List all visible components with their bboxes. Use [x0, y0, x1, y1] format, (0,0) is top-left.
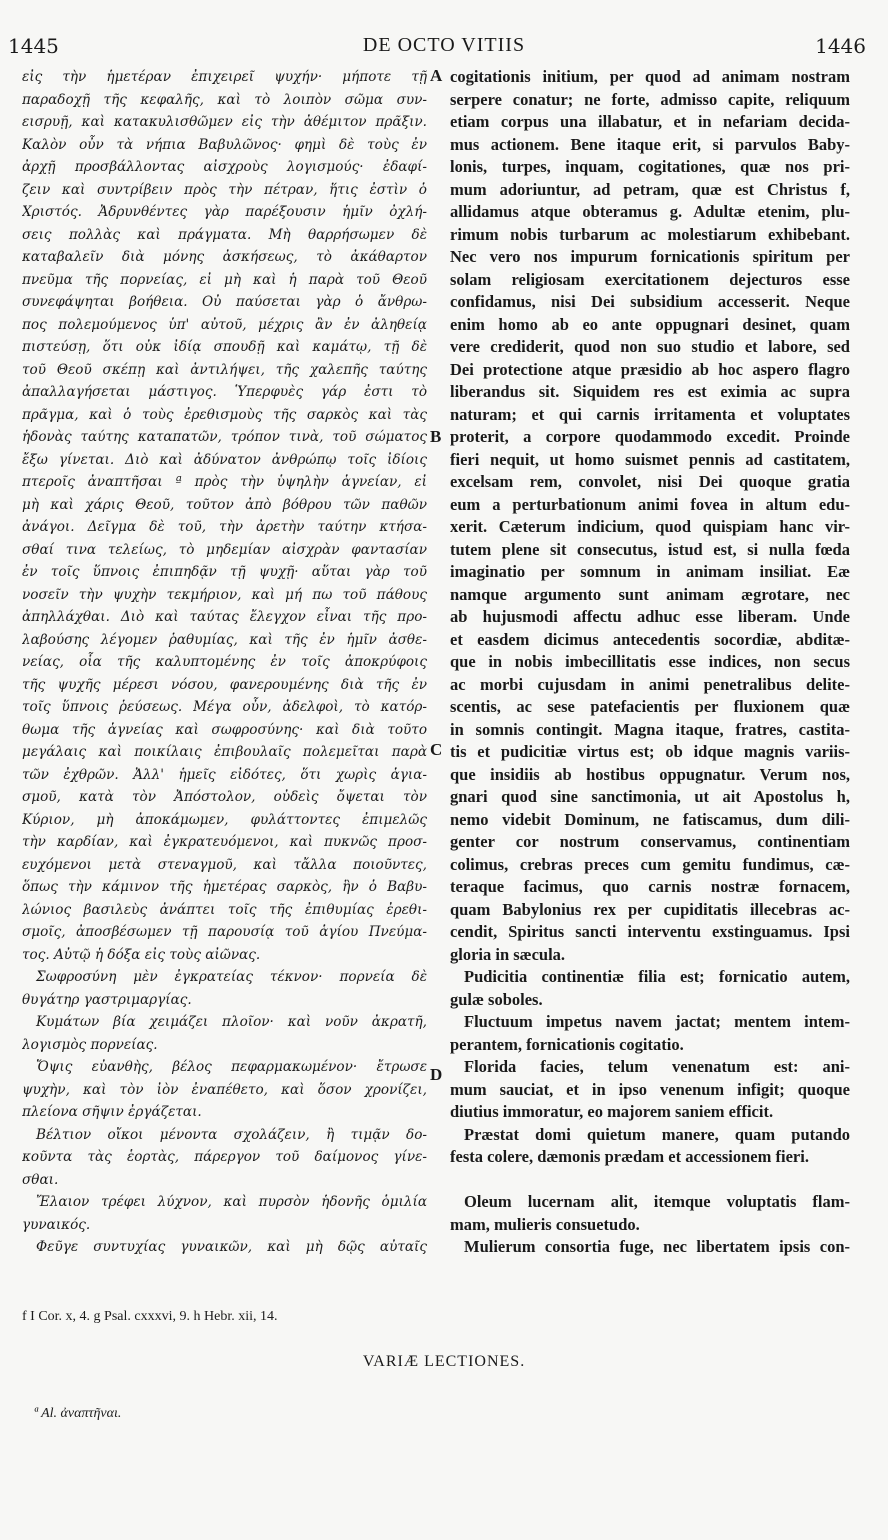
- latin-text-line: perantem, fornicationis cogitatio.: [450, 1034, 684, 1054]
- greek-text-line: εἰς τὴν ἡμετέραν ἐπιχειρεῖ ψυχήν· μήποτε τῇ: [22, 69, 427, 85]
- latin-text-line: confidamus, nisi Dei subsidium accesserit. Neque: [450, 292, 850, 311]
- latin-text-line: etiam corpus una illabatur, et in nefariam decida-: [450, 112, 850, 131]
- latin-text-line: imaginatio per somnum in animam insiliat. Eæ: [450, 562, 850, 581]
- greek-text-line: ευχόμενοι μετὰ στεναγμοῦ, καὶ τἄλλα ποιοῦντες,: [22, 856, 427, 873]
- latin-text-line: in somnis contingit. Magna itaque, fratres, castita-: [450, 719, 850, 739]
- latin-text-line: Præstat domi quietum manere, quam putando: [464, 1124, 850, 1144]
- latin-text-line: xerit. Cæterum indicium, quod quispiam hanc vir-: [450, 517, 850, 536]
- greek-text-line: τῆς ψυχῆς μέρεσι νόσου, φανερουμένης διὰ τῆς ἐν: [22, 676, 427, 693]
- latin-text-line: naturam; et qui carnis irritamenta et voluptates: [450, 404, 850, 424]
- greek-text-line: πιστεύσῃ, ὅτι οὐκ ἰδίᾳ σπουδῇ καὶ καμάτῳ, τῇ δὲ: [22, 339, 427, 355]
- latin-text-line: Nec vero nos impurum fornicationis spiritum per: [450, 247, 850, 266]
- latin-text-line: et easdem dicimus antecedentis socordiæ, abditæ-: [450, 629, 850, 649]
- greek-text-line: τος. Αὐτῷ ἡ δόξα εἰς τοὺς αἰῶνας.: [22, 946, 261, 963]
- latin-text-line: gloria in sæcula.: [450, 944, 566, 964]
- greek-text-line: τὴν καρδίαν, καὶ ἐγκρατευόμενοι, καὶ πυκνῶς προσ-: [22, 834, 427, 850]
- greek-text-line: Βέλτιον οἴκοι μένοντα σχολάζειν, ἢ τιμᾷν δο-: [36, 1126, 427, 1143]
- greek-text-line: σμοῦ, κατὰ τὸν Ἀπόστολον, οὐδεὶς ὄψεται τὸν: [22, 789, 427, 805]
- greek-text-line: λώνιος βασιλεὺς ἀνάπτει τοῖς τῆς ἐπιθυμίας ἐρεθι-: [22, 901, 427, 918]
- latin-text-line: serpere conatur; ne forte, admisso capite, reliquum: [450, 89, 850, 109]
- latin-text-line: [450, 1169, 850, 1192]
- greek-text-line: Κύριον, μὴ ἀποκάμωμεν, φυλάττοντες ἐπιμελῶς: [22, 811, 427, 828]
- latin-text-line: Dei protectione atque præsidio ab hoc aspero flagro: [450, 359, 850, 379]
- latin-text-line: rimum nobis turbarum ac molestiarum exhibebant.: [450, 224, 850, 244]
- latin-text-line: Mulierum consortia fuge, nec libertatem ipsis con-: [464, 1237, 850, 1256]
- greek-text-line: λαβούσης λέγομεν ῥαθυμίας, καὶ τῆς ἐν ἡμῖν ἀσθε-: [22, 631, 427, 648]
- greek-text-line: σεις πολλὰς καὶ πράγματα. Μὴ θαρρήσωμεν δὲ: [22, 226, 427, 243]
- page-header: [0, 34, 888, 64]
- greek-text-line: τοῖς ὕπνοις ῥεύσεως. Μέγα οὖν, ἀδελφοὶ, τὸ κατόρ-: [22, 699, 427, 715]
- margin-letter-b: B: [430, 427, 442, 446]
- latin-text-line: Fluctuum impetus navem jactat; mentem intem-: [464, 1012, 850, 1031]
- greek-text-line: ἀνάγοι. Δεῖγμα δὲ τοῦ, τὴν ἀρετὴν ταύτην κτήσα-: [22, 519, 427, 535]
- latin-text-line: quam Babylonius rex per cupiditatis illecebras ac-: [450, 899, 850, 919]
- greek-text-line: μὴ καὶ χάρις Θεοῦ, τοῦτον ἀπὸ βόθρου τῶν παθῶν: [22, 496, 427, 513]
- latin-text-line: proterit, a corpore quodammodo excedit. Proinde: [450, 427, 850, 446]
- latin-text-line: que in nobis imbecillitatis esse indices, non secus: [450, 652, 850, 671]
- latin-text-line: Pudicitia continentiæ filia est; fornicatio autem,: [464, 967, 850, 986]
- greek-text-line: νοσεῖν τὴν ψυχὴν τεκμήριον, καὶ μή πω τοῦ πάθους: [22, 586, 427, 603]
- greek-text-line: ἀρχῇ προσβάλλοντας αἰσχροὺς λογισμούς· ἐδαφί-: [22, 159, 427, 175]
- greek-text-line: ἀπαλλαγήσεται μάστιγος. Ὑπερφυὲς γάρ ἐστι τὸ: [22, 384, 427, 400]
- greek-text-line: καταβαλεῖν διὰ μόνης ἀσκήσεως, τὸ ἀκάθαρτον: [22, 249, 427, 265]
- latin-text-line: cendit, Spiritus sancti interventu exstinguamus. Ipsi: [450, 922, 850, 941]
- greek-text-line: θυγάτηρ γαστριμαργίας.: [22, 991, 192, 1008]
- latin-text-line: eum a perturbationum animi fovea in altum edu-: [450, 494, 850, 514]
- latin-text-line: Oleum lucernam alit, itemque voluptatis flam-: [464, 1192, 850, 1211]
- greek-text-line: ζειν καὶ συντρίβειν πρὸς τὴν πέτραν, ἥτις ἐστὶν ὁ: [22, 181, 427, 198]
- latin-text-line: festa colere, dæmonis prædam et accessionem fieri.: [450, 1147, 809, 1166]
- greek-text-line: τοῦ Θεοῦ σκέπῃ καὶ ἀντιλήψει, τῆς χαλεπῆς ταύτης: [22, 361, 427, 378]
- latin-text-line: que insidiis ab hostibus oppugnatur. Verum nos,: [450, 764, 850, 784]
- greek-text-line: Χριστός. Ἀδρυνθέντες γὰρ παρέξουσιν ἡμῖν ὀχλή-: [22, 204, 427, 220]
- latin-text-line: fieri nequit, ut homo suismet pennis ad castitatem,: [450, 449, 850, 469]
- greek-text-line: ψυχὴν, καὶ τὸν ἰὸν ἐναπέθετο, καὶ ὅσον χρονίζει,: [22, 1081, 427, 1098]
- latin-text-line: cogitationis initium, per quod ad animam nostram: [450, 67, 850, 86]
- greek-text-line: ἀπηλλάχθαι. Διὸ καὶ ταύτας ἔλεγχον εἶναι τῆς προ-: [22, 609, 427, 625]
- latin-text-line: mus actionem. Bene itaque erit, si parvulos Baby-: [450, 134, 850, 154]
- greek-text-line: λογισμὸς πορνείας.: [22, 1036, 158, 1053]
- greek-text-line: Ἔλαιον τρέφει λύχνον, καὶ πυρσὸν ἡδονῆς ὁμιλία: [36, 1194, 427, 1210]
- greek-text-line: πλείονα σῆψιν ἐργάζεται.: [22, 1104, 202, 1120]
- latin-text-line: lonis, turpes, inquam, cogitationes, quæ nos pri-: [450, 157, 850, 176]
- greek-text-line: ὅπως τὴν κάμινον τῆς ἡμετέρας σαρκὸς, ἣν ὁ Βαβυ-: [22, 879, 427, 895]
- latin-text-line: mam, mulieris consuetudo.: [450, 1214, 640, 1234]
- variae-lectiones-heading: VARIÆ LECTIONES.: [362, 1353, 526, 1370]
- page-number-right: 1446: [815, 34, 866, 58]
- greek-text-line: σθαι.: [22, 1171, 59, 1188]
- latin-text-line: vere crediderit, quod non suo studio et labore, sed: [450, 337, 850, 356]
- greek-text-line: πνεῦμα τῆς πορνείας, εἰ μὴ καὶ ἡ παρὰ τοῦ Θεοῦ: [22, 271, 427, 288]
- latin-text-line: ab hujusmodi affectu adhuc esse liberam. Unde: [450, 607, 850, 626]
- latin-text-line: gulæ soboles.: [450, 989, 543, 1009]
- variant-reading: ª Al. ἀναπτῆναι.: [34, 1406, 122, 1421]
- greek-text-line: πος πολεμούμενος ὑπ' αὐτοῦ, μέχρις ἂν ἐν ἀληθείᾳ: [22, 316, 427, 333]
- greek-text-line: Φεῦγε συντυχίας γυναικῶν, καὶ μὴ δῷς αὐταῖς: [36, 1239, 427, 1255]
- latin-text-line: ac morbi cujusdam in animi penetralibus delite-: [450, 674, 850, 694]
- latin-text-line: excelsam rem, convolet, nisi Dei quoque gratia: [450, 472, 850, 491]
- greek-text-line: πτεροῖς ἀναπτῆσαι ª πρὸς τὴν ὑψηλὴν ἁγνείαν, εἰ: [22, 474, 427, 490]
- latin-text-line: nemo videbit Dominum, ne fatiscamus, dum dili-: [450, 809, 850, 829]
- latin-text-line: mum sauciat, et in ipso venenum infigit; quoque: [450, 1079, 850, 1099]
- greek-text-line: πρᾶγμα, καὶ ὁ τοὺς ἐρεθισμοὺς τῆς σαρκὸς καὶ τὰς: [22, 406, 427, 423]
- greek-text-line: νείας, οἷα τῆς καλυπτομένης ἐν τοῖς ἀποκρύφοις: [22, 654, 427, 670]
- latin-text-line: gnari quod sine sanctimonia, ut ait Apostolus h,: [450, 787, 850, 806]
- latin-text-line: solam religiosam exercitationem dejecturos esse: [450, 269, 850, 289]
- greek-text-line: ἐν τοῖς ὕπνοις ἐπιπηδᾷν τῇ ψυχῇ· αὕται γὰρ τοῦ: [22, 564, 427, 580]
- greek-text-line: Ὄψις εὐανθὴς, βέλος πεφαρμακωμένον· ἔτρωσε: [36, 1059, 427, 1075]
- latin-text-line: liberandus sit. Siquidem res est eximia ac supra: [450, 382, 850, 401]
- greek-text-line: τῶν ἐχθρῶν. Ἀλλ' ἡμεῖς εἰδότες, ὅτι χωρὶς ἁγια-: [22, 766, 427, 783]
- latin-text-line: enim homo ab eo ante oppugnari desinet, quam: [450, 314, 850, 334]
- page-number-left: 1445: [8, 34, 59, 58]
- greek-text-line: γυναικός.: [22, 1216, 91, 1233]
- greek-text-line: ἡδονὰς ταύτης καταπατῶν, τρόπον τινὰ, τοῦ σώματος: [22, 429, 427, 445]
- greek-text-line: σθαί τινα τελείως, τὸ μηδεμίαν αἰσχρὰν φαντασίαν: [22, 541, 427, 558]
- latin-text-line: tis et pudicitiæ virtus est; ob idque magnis variis-: [450, 742, 850, 761]
- greek-text-line: κοῦντα τὰς ἑορτὰς, πάρεργον τοῦ δαίμονος γίνε-: [22, 1149, 427, 1165]
- latin-text-line: tutem plene sit consecutus, istud est, si nulla fœda: [450, 539, 850, 559]
- greek-text-line: συνεφάψηται βοήθεια. Οὐ παύσεται γὰρ ὁ ἄνθρω-: [22, 294, 427, 310]
- latin-text-line: teraque facimus, quo carnis nostræ fornacem,: [450, 877, 850, 896]
- greek-text-line: θωμα τῆς ἁγνείας καὶ σωφροσύνης· καὶ διὰ τοῦτο: [22, 721, 427, 738]
- greek-text-line: μεγάλαις καὶ ποικίλαις ἐπιβουλαῖς πολεμεῖται παρὰ: [22, 744, 427, 760]
- margin-letter-c: C: [430, 740, 443, 759]
- greek-text-line: εισρυῇ, καὶ κατακυλισθῶμεν εἰς τὴν ἀθέμιτον πρᾶξιν.: [22, 114, 427, 130]
- latin-text-line: scentis, ac sese patefacientis per fluxionem quæ: [450, 697, 850, 716]
- greek-column: [22, 66, 427, 1259]
- footnotes: f I Cor. x, 4. g Psal. cxxxvi, 9. h Hebr. xii, 14.: [22, 1309, 278, 1324]
- latin-column: [450, 66, 850, 1259]
- greek-text-line: Κυμάτων βία χειμάζει πλοῖον· καὶ νοῦν ἀκρατῆ,: [36, 1014, 427, 1030]
- greek-text-line: Σωφροσύνη μὲν ἐγκρατείας τέκνον· πορνεία δὲ: [36, 969, 427, 985]
- margin-letter-d: D: [430, 1065, 443, 1084]
- latin-text-line: colimus, crebras preces cum gemitu fundimus, cæ-: [450, 854, 850, 874]
- latin-text-line: diutius immoratur, eo majorem saniem efficit.: [450, 1102, 774, 1121]
- latin-text-line: genter cor nostrum conservamus, continentiam: [450, 832, 850, 851]
- greek-text-line: ἔξω γίνεται. Διὸ καὶ ἀδύνατον ἀνθρώπῳ τοῖς ἰδίοις: [22, 451, 427, 468]
- latin-text-line: allidamus atque obteramus g. Adultæ etenim, plu-: [450, 202, 850, 221]
- greek-text-line: σμοῖς, ἀποσβέσωμεν τῇ παρουσίᾳ τοῦ ἁγίου Πνεύμα-: [22, 924, 427, 940]
- margin-letter-a: A: [430, 66, 443, 85]
- greek-text-line: παραδοχῇ τῆς κεφαλῆς, καὶ τὸ λοιπὸν σῶμα συν-: [22, 91, 427, 108]
- latin-text-line: Florida facies, telum venenatum est: ani-: [464, 1057, 850, 1076]
- latin-text-line: mum adoriuntur, ad petram, quæ est Christus f,: [450, 179, 850, 199]
- running-title: DE OCTO VITIIS: [362, 34, 526, 56]
- greek-text-line: Καλὸν οὖν τὰ νήπια Βαβυλῶνος· φημὶ δὲ τοὺς ἐν: [22, 136, 427, 153]
- latin-text-line: namque argumento sunt animam ægrotare, nec: [450, 584, 850, 604]
